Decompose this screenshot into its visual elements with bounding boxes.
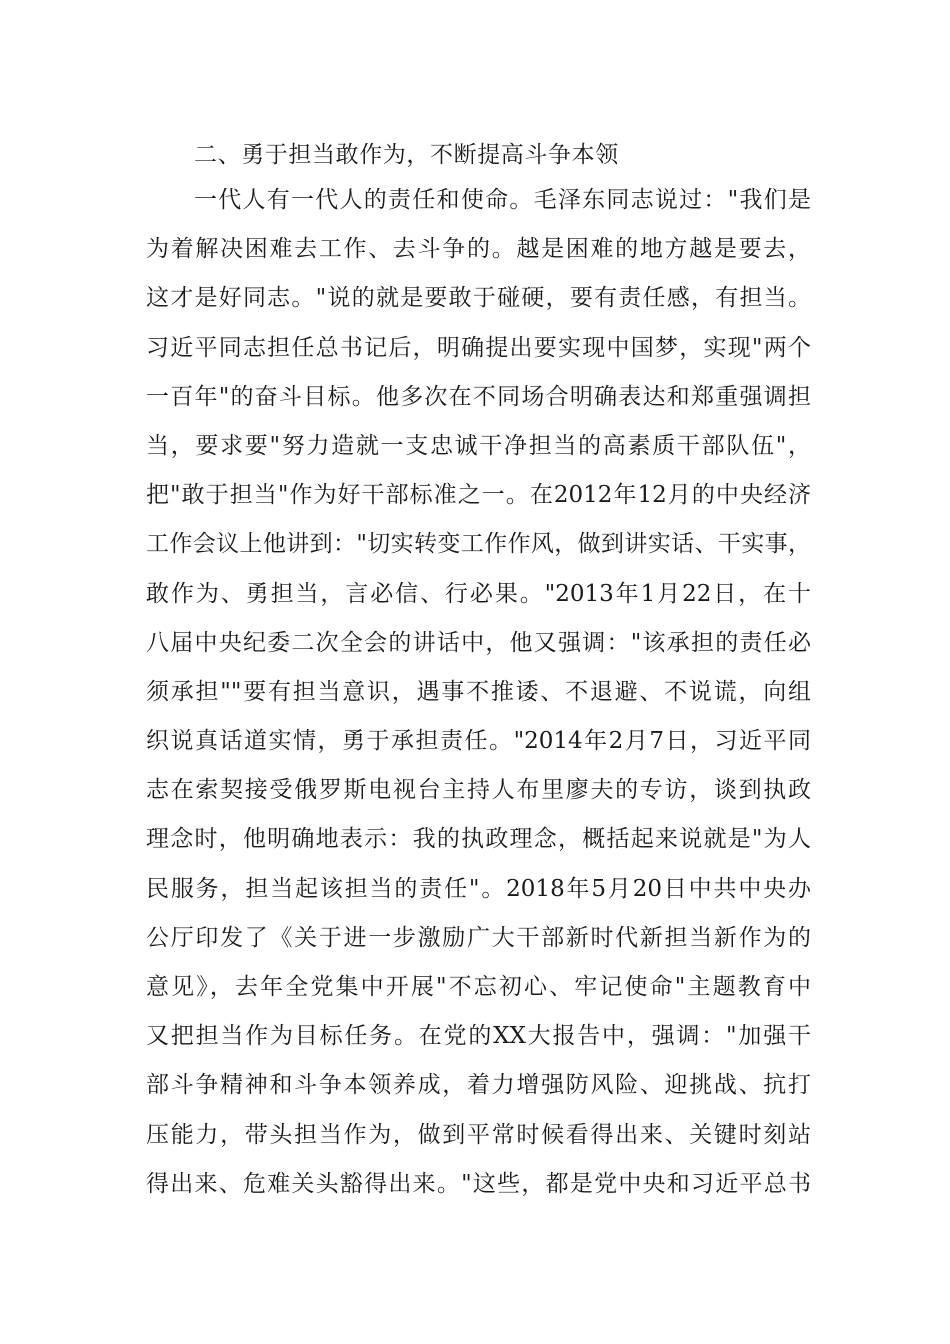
paragraph-line: 八届中央纪委二次全会的讲话中，他又强调："该承担的责任必 <box>146 629 811 656</box>
paragraph-line: 得出来、危难关头豁得出来。"这些，都是党中央和习近平总书 <box>146 1170 811 1197</box>
section-heading: 二、勇于担当敢作为，不断提高斗争本领 <box>194 142 619 168</box>
paragraph-line: 理念时，他明确地表示：我的执政理念，概括起来说就是"为人 <box>146 826 811 853</box>
paragraph-line: 工作会议上他讲到："切实转变工作作风，做到讲实话、干实事， <box>146 531 811 558</box>
paragraph-line: 须承担""要有担当意识，遇事不推诿、不退避、不说谎，向组 <box>146 678 811 705</box>
paragraph-line: 民服务，担当起该担当的责任"。2018年5月20日中共中央办 <box>146 875 811 902</box>
paragraph-line: 压能力，带头担当作为，做到平常时候看得出来、关键时刻站 <box>146 1121 811 1148</box>
paragraph-line: 习近平同志担任总书记后，明确提出要实现中国梦，实现"两个 <box>146 334 811 361</box>
paragraph-line: 为着解决困难去工作、去斗争的。越是困难的地方越是要去， <box>146 236 811 263</box>
paragraph-line: 又把担当作为目标任务。在党的XX大报告中，强调："加强干 <box>146 1023 811 1050</box>
paragraph-line: 敢作为、勇担当，言必信、行必果。"2013年1月22日，在十 <box>146 580 811 607</box>
paragraph-line: 一百年"的奋斗目标。他多次在不同场合明确表达和郑重强调担 <box>146 383 811 410</box>
paragraph-line: 织说真话道实情，勇于承担责任。"2014年2月7日，习近平同 <box>146 728 811 755</box>
paragraph-line: 部斗争精神和斗争本领养成，着力增强防风险、迎挑战、抗打 <box>146 1072 811 1099</box>
paragraph-line: 一代人有一代人的责任和使命。毛泽东同志说过："我们是 <box>194 187 811 213</box>
paragraph-line: 把"敢于担当"作为好干部标准之一。在2012年12月的中央经济 <box>146 482 811 509</box>
paragraph-line: 这才是好同志。"说的就是要敢于碰硬，要有责任感，有担当。 <box>146 285 811 312</box>
paragraph-line: 志在索契接受俄罗斯电视台主持人布里廖夫的专访，谈到执政 <box>146 777 811 804</box>
body-paragraph <box>146 182 811 1215</box>
paragraph-line: 意见》，去年全党集中开展"不忘初心、牢记使命"主题教育中 <box>146 974 811 1000</box>
paragraph-line: 公厅印发了《关于进一步激励广大干部新时代新担当新作为的 <box>146 924 811 951</box>
paragraph-line: 当，要求要"努力造就一支忠诚干净担当的高素质干部队伍"， <box>146 432 811 459</box>
